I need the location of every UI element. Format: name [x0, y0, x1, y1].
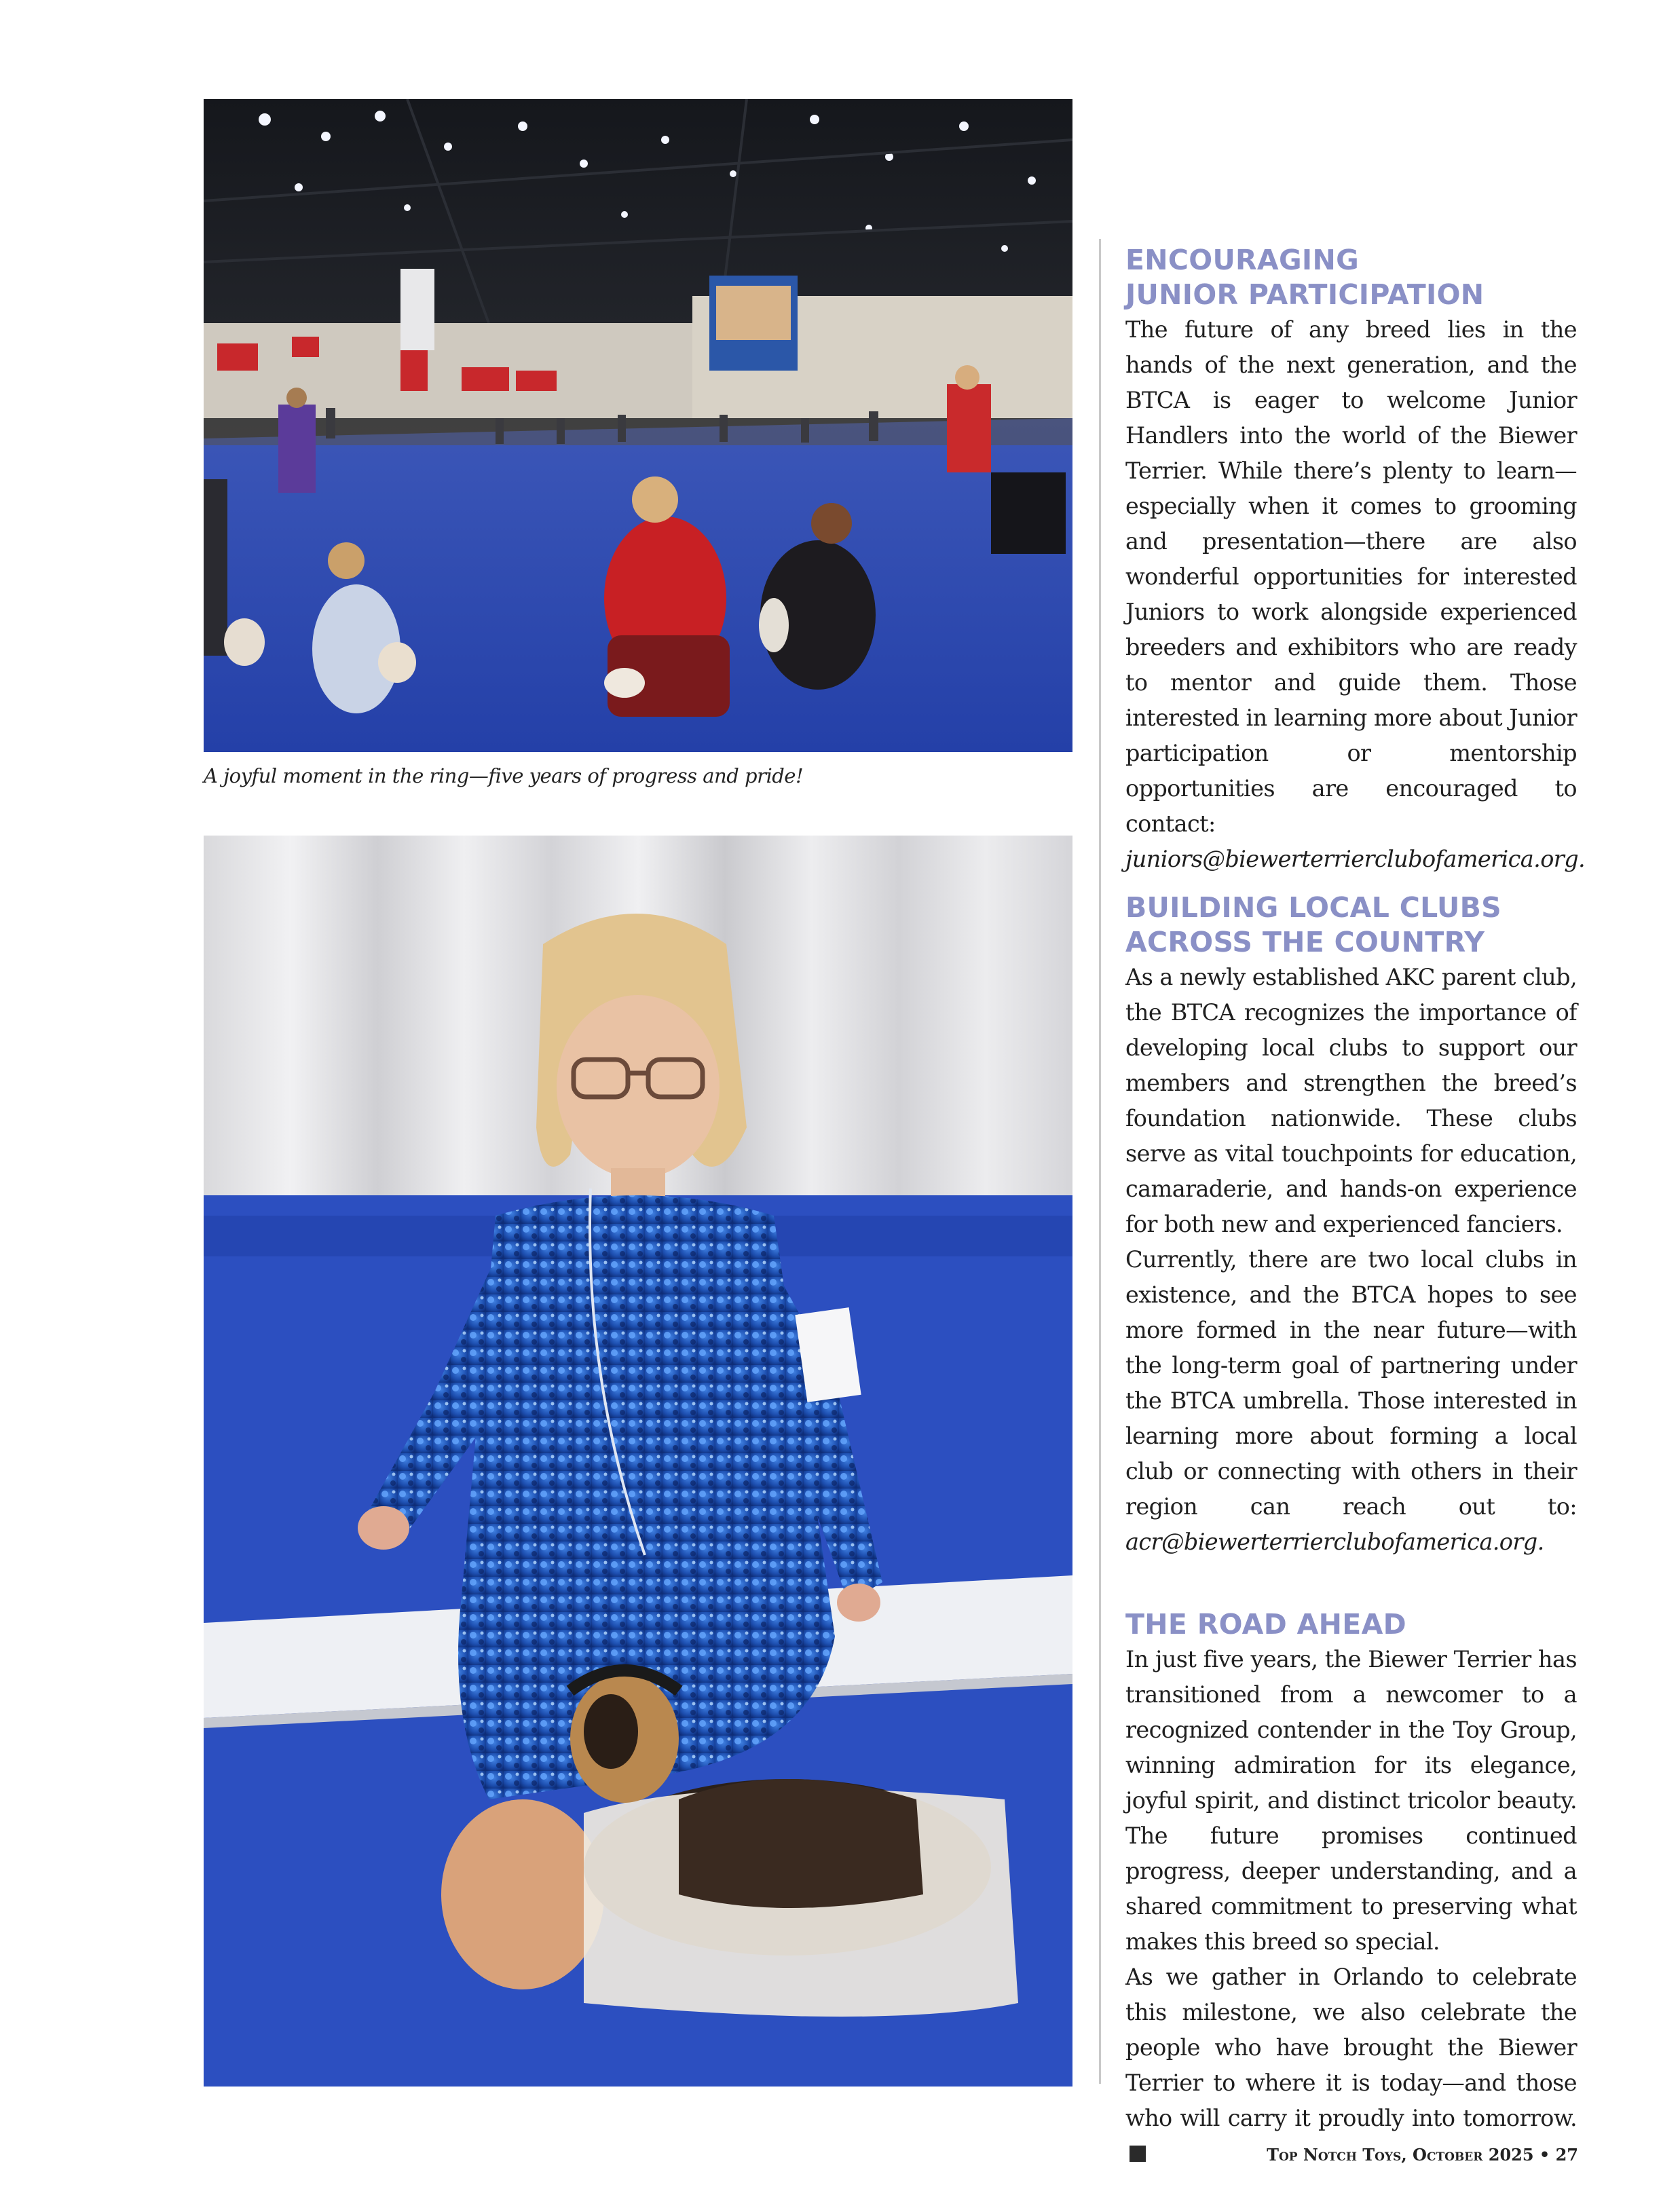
- section-heading: THE ROAD AHEAD: [1125, 1608, 1406, 1641]
- photo-caption: A joyful moment in the ring—five years of progress and pride!: [204, 764, 804, 787]
- heading-line-2: JUNIOR PARTICIPATION: [1125, 278, 1485, 311]
- heading-line-1: ENCOURAGING: [1125, 244, 1360, 276]
- section-road-ahead: [1125, 1607, 1577, 2171]
- handler-with-biewer-terrier-photo: [204, 836, 1072, 2087]
- section-heading: [1125, 891, 1577, 960]
- contact-email: juniors@biewerterrierclubofamerica.org.: [1125, 846, 1586, 872]
- section-body-paragraph-1: In just five years, the Biewer Terrier has transitioned from a newcomer to a recognized contender in the Toy Group, winning admiration for its elegance, joyful spirit, and distinct tricolor beauty. The future promises continued progress, deeper understanding, and a shared commitment to preserving what makes this breed so special.: [1125, 1646, 1577, 1955]
- heading-line-1: BUILDING LOCAL CLUBS: [1125, 891, 1502, 924]
- page-folio: Top Notch Toys, October 2025 • 27: [1267, 2145, 1578, 2165]
- article-column: [1125, 243, 1586, 2171]
- body-text: The future of any breed lies in the hands of the next generation, and the BTCA is eager to welcome Junior Handlers into the world of the Biewer Terrier. While there’s plenty to learn—especially when it comes to grooming and presentation—there are also wonderful opportunities for interested Juniors to work alongside experienced breeders and exhibitors who are ready to mentor and guide them. Those interested in learning more about Junior participation or mentorship opportunities are encouraged to contact:: [1125, 316, 1577, 837]
- section-local-clubs: [1125, 891, 1577, 1560]
- end-mark-icon: [1130, 2146, 1146, 2162]
- heading-line-2: ACROSS THE COUNTRY: [1125, 926, 1485, 958]
- body-text: Currently, there are two local clubs in existence, and the BTCA hopes to see more formed in the near future—with the long-term goal of partnering under the BTCA umbrella. Those interested in learning more about forming a local club or connecting with others in their region can reach out to:: [1125, 1246, 1577, 1520]
- section-junior-participation: [1125, 243, 1586, 877]
- section-heading: [1125, 243, 1577, 312]
- section-body: [1125, 312, 1586, 877]
- section-body-paragraph-1: As a newly established AKC parent club, the BTCA recognizes the importance of developing local clubs to support our members and strengthen the breed’s foundation nationwide. These clubs serve as vital touchpoints for education, camaraderie, and hands-on experience for both new and experienced fanciers.: [1125, 964, 1577, 1237]
- section-body-paragraph-2: [1125, 1960, 1577, 2171]
- section-body-paragraph-2: [1125, 1242, 1577, 1560]
- dog-show-hall-photo: [204, 99, 1072, 752]
- column-divider: [1099, 239, 1101, 2084]
- contact-email: acr@biewerterrierclubofamerica.org.: [1125, 1529, 1544, 1555]
- body-text: As we gather in Orlando to celebrate this milestone, we also celebrate the people who have brought the Biewer Terrier to where it is today—and those who will carry it proudly into tomorrow.: [1125, 1964, 1577, 2131]
